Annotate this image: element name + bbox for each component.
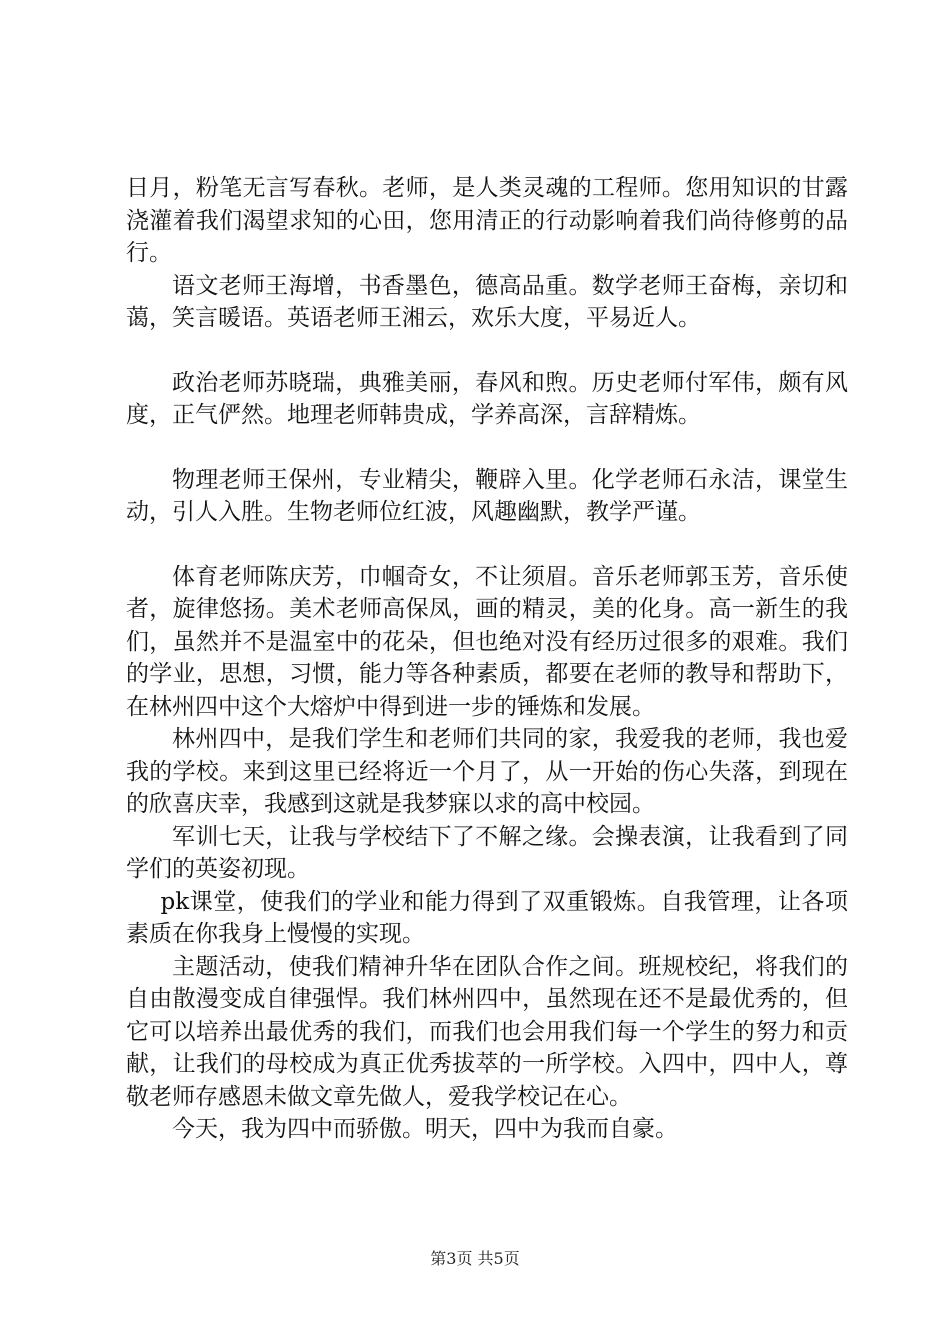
paragraph-military-training: 军训七天，让我与学校结下了不解之缘。会操表演，让我看到了同学们的英姿初现。 [126, 823, 848, 882]
paragraph-arts-teachers: 体育老师陈庆芳，巾帼奇女，不让须眉。音乐老师郭玉芳，音乐使者，旋律悠扬。美术老师高保凤，画的精灵，美的化身。高一新生的我们，虽然并不是温室中的花朵，但也绝对没有经历过很多的艰难。我们的学业，思想，习惯，能力等各种素质，都要在老师的教导和帮助下，在林州四中这个大熔炉中得到进一步的锤炼和发展。 [126, 563, 848, 720]
paragraph-school-home: 林州四中，是我们学生和老师们共同的家，我爱我的老师，我也爱我的学校。来到这里已经将近一个月了，从一开始的伤心失落，到现在的欣喜庆幸，我感到这就是我梦寐以求的高中校园。 [126, 726, 848, 817]
paragraph-pk-classroom: pk课堂，使我们的学业和能力得到了双重锻炼。自我管理，让各项素质在你我身上慢慢的实现。 [126, 888, 848, 947]
paragraph-humanities-teachers: 政治老师苏晓瑞，典雅美丽，春风和煦。历史老师付军伟，颇有风度，正气俨然。地理老师韩贵成，学养高深，言辞精炼。 [126, 369, 848, 428]
paragraph-opening: 日月，粉笔无言写春秋。老师，是人类灵魂的工程师。您用知识的甘露浇灌着我们渴望求知的心田，您用清正的行动影响着我们尚待修剪的品行。 [126, 175, 848, 266]
paragraph-closing: 今天，我为四中而骄傲。明天，四中为我而自豪。 [172, 1116, 678, 1142]
page-number-footer: 第3页 共5页 [430, 1249, 520, 1268]
paragraph-language-teachers: 语文老师王海增，书香墨色，德高品重。数学老师王奋梅，亲切和蔼，笑言暖语。英语老师王湘云，欢乐大度，平易近人。 [126, 272, 848, 331]
document-body [126, 172, 848, 1146]
paragraph-science-teachers: 物理老师王保州，专业精尖，鞭辟入里。化学老师石永洁，课堂生动，引人入胜。生物老师位红波，风趣幽默，教学严谨。 [126, 466, 848, 525]
paragraph-theme-activities: 主题活动，使我们精神升华在团队合作之间。班规校纪，将我们的自由散漫变成自律强悍。我们林州四中，虽然现在还不是最优秀的，但它可以培养出最优秀的我们，而我们也会用我们每一个学生的努力和贡献，让我们的母校成为真正优秀拔萃的一所学校。入四中，四中人，尊敬老师存感恩未做文章先做人，爱我学校记在心。 [126, 953, 848, 1110]
